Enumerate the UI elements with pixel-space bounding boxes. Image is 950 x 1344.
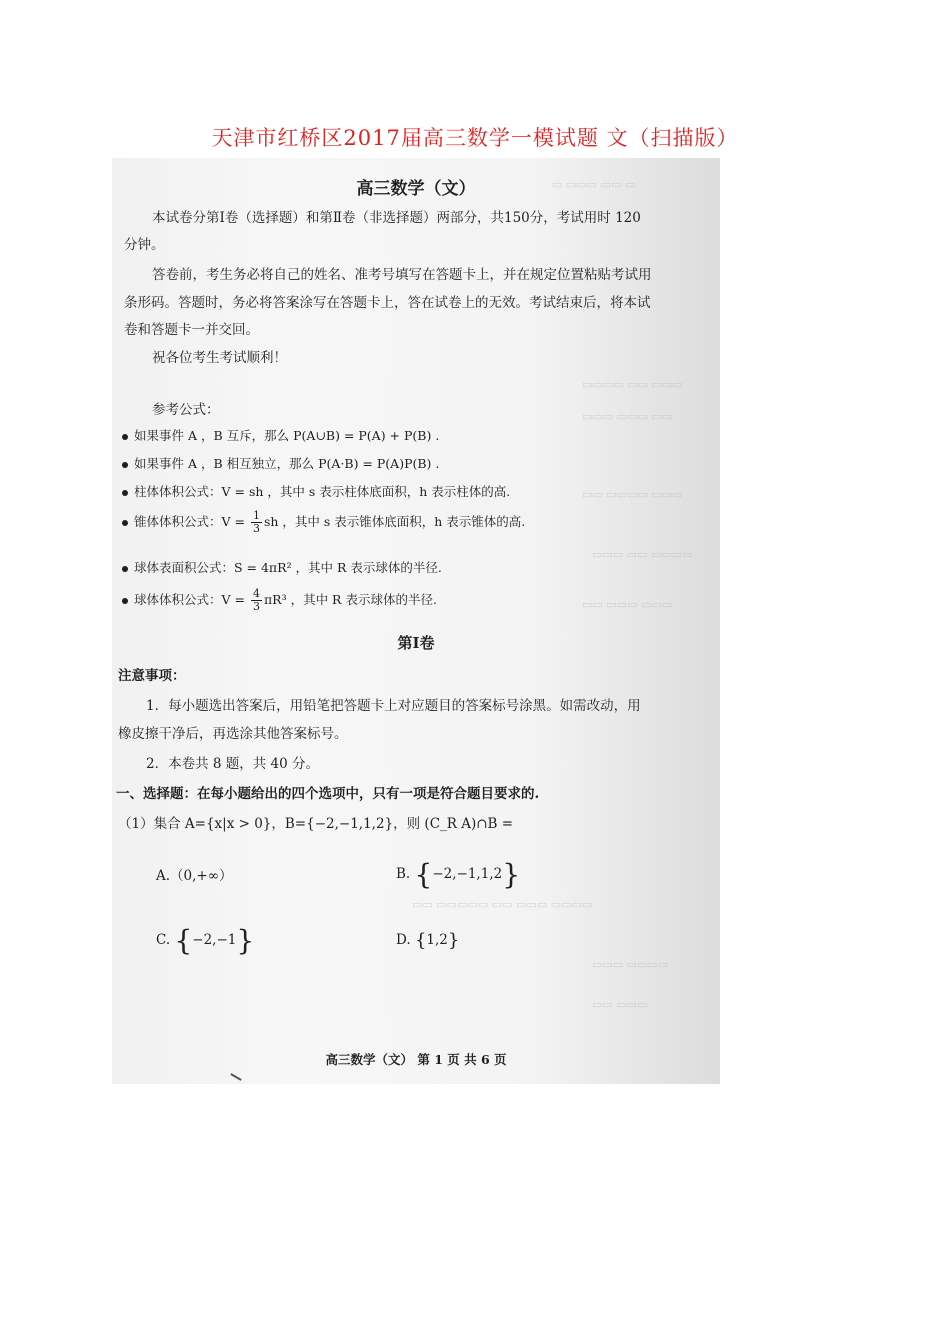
bullet-icon [122,598,128,604]
question-1-stem: （1）集合 A={x|x > 0}，B={−2,−1,1,2}，则 (C_R A)∩B = [118,816,514,832]
bleed-through-mark: ▭▭▭ ▭▭▭▭ [592,958,669,971]
exam-heading: 高三数学（文） [356,179,476,199]
formula-cone-volume: 锥体体积公式：V = $\frac{1}{3}$ sh ，其中 s 表示锥体底面积，h 表示锥体的高. [122,510,525,535]
option-d: D. {1,2} [396,930,460,951]
formula-sphere-surface: 球体表面积公式：S = 4πR² ，其中 R 表示球体的半径. [122,558,442,576]
formulas-title: 参考公式： [152,402,220,418]
bleed-through-mark: ▭▭ ▭▭▭▭▭ ▭▭ ▭▭▭ ▭▭▭▭ [412,898,593,911]
note-1-line-2: 橡皮擦干净后，再选涂其他答案标号。 [118,726,348,742]
brace-open-icon: { [414,858,433,891]
intro-line-1: 本试卷分第Ⅰ卷（选择题）和第Ⅱ卷（非选择题）两部分，共150分，考试用时 120 [152,210,641,226]
bullet-icon [122,566,128,572]
scan-artifact-mark [230,1073,241,1081]
note-1-line-1: 1．每小题选出答案后，用铅笔把答题卡上对应题目的答案标号涂黑。如需改动，用 [146,698,641,714]
brace-open-icon: { [174,924,193,957]
scanned-exam-page [112,158,720,1084]
note-2: 2．本卷共 8 题，共 40 分。 [146,756,320,772]
brace-open-icon: { [414,930,427,951]
bullet-icon [122,462,128,468]
bleed-through-mark: ▭ ▭▭▭ ▭▭ ▭ [552,178,636,191]
option-b: B. {−2,−1,1,2} [396,858,521,891]
wish-text: 祝各位考生考试顺利！ [152,350,287,366]
bleed-through-mark: ▭▭ ▭▭▭ [592,998,648,1011]
notice-line-3: 卷和答题卡一并交回。 [124,322,259,338]
notes-title: 注意事项： [118,668,186,684]
bleed-through-mark: ▭▭▭▭ ▭▭ ▭▭▭ [582,378,683,391]
option-c: C. {−2,−1} [156,924,255,957]
fraction-four-thirds: $\frac{4}{3}$ [252,587,260,613]
option-a: A.（0,+∞） [156,868,233,884]
page-footer: 高三数学（文） 第 1 页 共 6 页 [325,1052,507,1067]
bleed-through-mark: ▭▭ ▭▭▭ ▭▭▭ [582,598,673,611]
formula-prism-volume: 柱体体积公式：V = sh ，其中 s 表示柱体底面积，h 表示柱体的高. [122,482,510,500]
formula-independent: 如果事件 A ，B 相互独立，那么 P(A·B) = P(A)P(B) . [122,454,439,472]
brace-close-icon: } [502,858,521,891]
bleed-through-mark: ▭▭▭ ▭▭▭ ▭▭ [582,410,673,423]
brace-close-icon: } [236,924,255,957]
notice-line-2: 条形码。答题时，务必将答案涂写在答题卡上，答在试卷上的无效。考试结束后，将本试 [124,295,651,311]
bleed-through-mark: ▭▭ ▭▭▭▭ ▭▭▭ [582,488,683,501]
bullet-icon [122,490,128,496]
fraction-one-third: $\frac{1}{3}$ [252,509,260,535]
bleed-through-mark: ▭▭▭ ▭▭ ▭▭▭▭ [592,548,693,561]
document-title: 天津市红桥区2017届高三数学一模试题 文（扫描版） [211,126,739,150]
intro-line-2: 分钟。 [124,237,165,253]
notice-line-1: 答卷前，考生务必将自己的姓名、准考号填写在答题卡上，并在规定位置粘贴考试用 [152,267,652,283]
formula-sphere-volume: 球体体积公式：V = $\frac{4}{3}$ πR³ ，其中 R 表示球体的半径. [122,588,437,613]
bullet-icon [122,520,128,526]
section-one-heading: 一、选择题：在每小题给出的四个选项中，只有一项是符合题目要求的. [116,786,540,802]
bullet-icon [122,434,128,440]
formula-mutually-exclusive: 如果事件 A ，B 互斥，那么 P(A∪B) = P(A) + P(B) . [122,426,439,444]
part-one-title: 第Ⅰ卷 [397,634,435,652]
brace-close-icon: } [447,930,460,951]
